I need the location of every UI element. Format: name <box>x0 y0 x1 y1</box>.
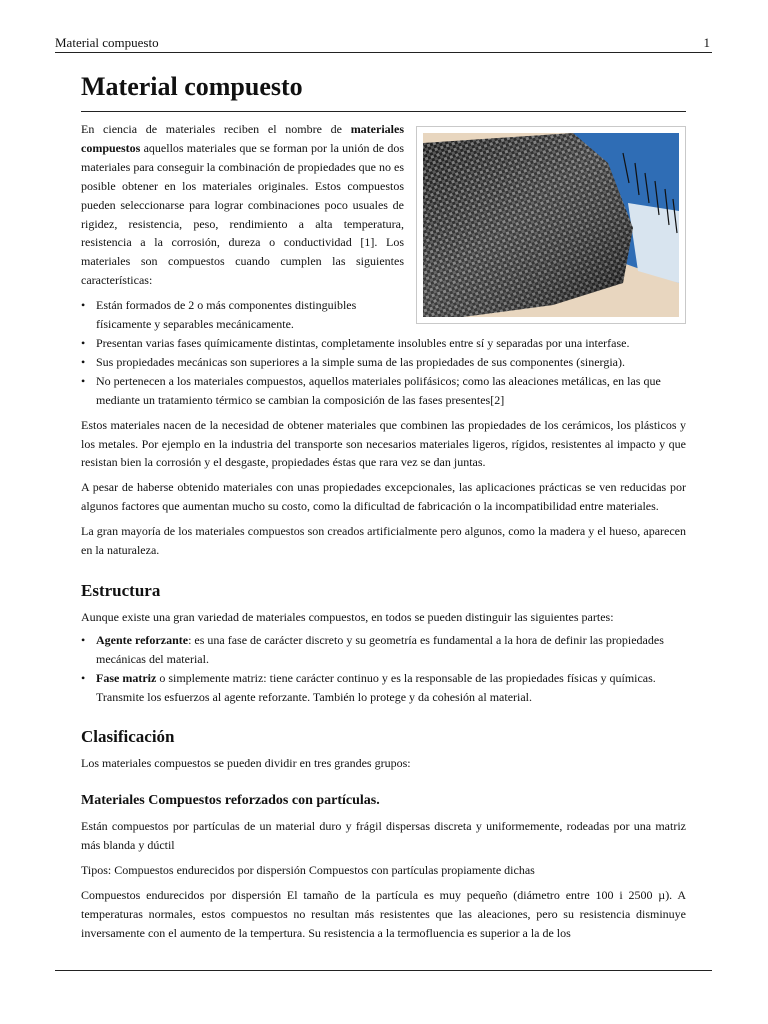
intro-paragraph: En ciencia de materiales reciben el nombre de materiales compuestos aquellos materiales que se forman por la unión de dos materiales para conseguir la combinación de propiedades que no es posible obtener en los materiales originales. Estos compuestos pueden seleccionarse para lograr combinaciones poco usuales de rigidez, resistencia, peso, rendimiento a alta temperatura, resistencia a la corrosión, dureza o conductividad [1]. Los materiales son compuestos cuando cumplen las siguientes características: <box>81 122 404 288</box>
list-item: • Sus propiedades mecánicas son superiores a la simple suma de las propiedades de sus componentes (sinergia). <box>81 353 686 372</box>
page-number: 1 <box>703 35 710 50</box>
list-item: • Están formados de 2 o más componentes distinguibles físicamente y separables mecánicamente. <box>81 296 686 334</box>
intro-term: materiales compuestos <box>81 122 404 155</box>
carbon-fiber-photo <box>423 133 679 317</box>
carbon-fiber-figure <box>416 126 686 324</box>
structure-list <box>81 631 686 707</box>
paragraph-nature: La gran mayoría de los materiales compuestos son creados artificialmente pero algunos, como la madera y el hueso, aparecen en la naturaleza. <box>81 524 686 558</box>
running-header <box>55 34 712 53</box>
list-item: • Agente reforzante: es una fase de carácter discreto y su geometría es fundamental a la hora de definir las propiedades mecánicas del material. <box>81 631 686 669</box>
paragraph-need: Estos materiales nacen de la necesidad de obtener materiales que combinen las propiedades de los cerámicos, los plásticos y los metales. Por ejemplo en la industria del transporte son necesarios materiales ligeros, rígidos, resistentes al impacto y que resistan bien la corrosión y el desgaste, propiedades éstas que rara vez se dan juntas. <box>81 417 686 470</box>
paragraph-limits: A pesar de haberse obtenido materiales con unas propiedades excepcionales, las aplicaciones prácticas se ven reducidas por algunos factores que aumentan mucho su costo, como la dificultad de fabricación o la incompatibilidad entre materiales. <box>81 480 686 514</box>
list-item: • Fase matriz o simplemente matriz: tiene carácter continuo y es la responsable de las propiedades físicas y químicas. Transmite los esfuerzos al agente reforzante. También lo protege y da cohesión al material. <box>81 669 686 707</box>
page-title: Material compuesto <box>81 70 686 112</box>
list-item: • Presentan varias fases químicamente distintas, completamente insolubles entre sí y separadas por una interfase. <box>81 334 686 353</box>
footer-rule <box>55 970 712 971</box>
running-header-title: Material compuesto <box>55 35 159 50</box>
list-item: • No pertenecen a los materiales compuestos, aquellos materiales polifásicos; como las aleaciones metálicas, en las que mediante un tratamiento térmico se cambian la composición de las fases presentes[2] <box>81 372 686 410</box>
characteristics-list <box>81 296 686 409</box>
structure-intro: Aunque existe una gran variedad de materiales compuestos, en todos se pueden distinguir las siguientes partes: <box>81 609 614 624</box>
particles-types: Tipos: Compuestos endurecidos por dispersión Compuestos con partículas propiamente dichas <box>81 863 535 878</box>
article-body <box>81 70 686 943</box>
classification-intro: Los materiales compuestos se pueden dividir en tres grandes grupos: <box>81 756 411 771</box>
subsection-heading-particles: Materiales Compuestos reforzados con partículas. <box>81 793 380 809</box>
section-heading-structure: Estructura <box>81 580 161 600</box>
particles-dispersion: Compuestos endurecidos por dispersión El tamaño de la partícula es muy pequeño (diámetro entre 100 i 2500 µ). A temperaturas normales, estos compuestos no resultan más resistentes que las aleaciones, pero su resistencia disminuye inversamente con el aumento de la tempertura. Su resistencia a la termofluencia es superior a la de los <box>81 888 686 940</box>
particles-intro: Están compuestos por partículas de un material duro y frágil dispersas discreta y uniformemente, rodeadas por una matriz más blanda y dúctil <box>81 819 686 853</box>
section-heading-classification: Clasificación <box>81 727 175 747</box>
